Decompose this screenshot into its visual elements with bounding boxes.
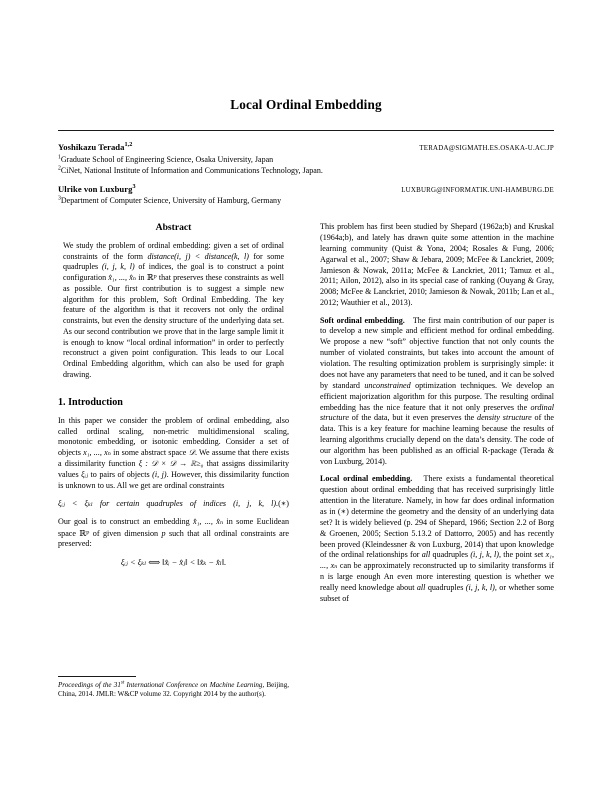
affiliation-superscript-2: 2: [58, 165, 61, 172]
header-rule-top: [58, 130, 554, 131]
author-affil-superscript-2: 3: [132, 182, 136, 190]
abstract-formula-space: ℝᵖ: [146, 273, 157, 283]
author-name-1: Yoshikazu Terada$^{1,2}$: [58, 141, 133, 152]
author-row-2: [58, 184, 554, 194]
intro-dissimilarity-function: ξ : 𝒟 × 𝒟 → ℝ≥₀: [138, 459, 204, 469]
abstract-paragraph: We study the problem of ordinal embedding: given a set of ordinal constraints of the form distance(i, j) < distance(k, l) for some quadruples (i, j, k, l) of indices, the goal is to construct a point configuration x̂₁, ..., x̂ₙ in ℝᵖ that preserves these constraints as well as possible. Our first contribution is to suggest a simple new algorithm for this problem, Soft Ordinal Embedding. The key feature of the algorithm is that it recovers not only the ordinal constraints, but even the density structure of the underlying data set. As our second contribution we prove that in the large sample limit it is enough to know “local ordinal information” in order to perfectly reconstruct a given point configuration. This leads to our Local Ordinal Embedding algorithm, which can also be used for graph drawing.: [63, 240, 285, 379]
intro-dimension-symbol: p: [161, 528, 166, 538]
local-quadruple-2: (i, j, k, l): [465, 583, 495, 592]
soft-ordinal-runin-heading: Soft ordinal embedding.: [320, 315, 405, 325]
equation-star-tag: (∗): [278, 498, 289, 508]
emphasis-density-structure: density structure: [477, 413, 532, 423]
author-entry-1: [58, 142, 554, 175]
author-email-2[interactable]: LUXBURG@INFORMATIK.UNI-HAMBURG.DE: [401, 186, 554, 194]
right-column: [320, 222, 554, 605]
author-affil-superscript-1: 1,2: [124, 141, 133, 149]
emphasis-ordinal-structure: ordinal structure: [320, 402, 554, 423]
intro-pairs-symbol: (i, j): [152, 470, 167, 480]
footnote-text: Proceedings of the 31st International Conference on Machine Learning, Beijing, China, 2014. JMLR: W&CP volume 32. Copyright 2014 by the author(s).: [58, 679, 289, 698]
author-email-1[interactable]: TERADA@SIGMATH.ES.OSAKA-U.AC.JP: [419, 145, 554, 152]
equation-star: [58, 499, 289, 510]
left-column: [58, 222, 289, 605]
emphasis-all-1: all: [421, 550, 431, 560]
intro-space-symbol: 𝒟: [188, 448, 195, 458]
abstract-formula-points: x̂₁, ..., x̂ₙ: [108, 273, 137, 283]
local-point-set: x₁, ..., xₙ: [320, 550, 555, 571]
equation-star-formula: ξᵢⱼ < ξₖₗ for certain quadruples of indices (i, j, k, l).: [58, 498, 279, 508]
intro-paragraph-2: Our goal is to construct an embedding x̂₁, ..., x̂ₙ in some Euclidean space ℝᵖ of given dimension p such that all ordinal constraints are preserved:: [58, 516, 290, 549]
footnote-ordinal-superscript: st: [120, 679, 125, 686]
section-heading-introduction: 1. Introduction: [58, 396, 123, 408]
footnote-publication-info: , Beijing, China, 2014. JMLR: W&CP volume 32. Copyright 2014 by the author(s).: [58, 680, 289, 698]
local-ordinal-paragraph: Local ordinal embedding. There exists a fundamental theoretical question about ordinal embedding that has received surprisingly little attention in the literature. Namely, in how far does ordinal information as in (∗) determine the geometry and the density of an underlying data set? It is widely believed (p. 294 of Shepard, 1966; Section 2.2 of Borg & Groenen, 2005; Section 5.13.2 of Dattorro, 2005) and has recently been proved (Kleindessner & von Luxburg, 2014) that upon knowledge of the ordinal relationships for all quadruples (i, j, k, l), the point set x₁, ..., xₙ can be approximately reconstructed up to similarity transforms if n is large enough An even more interesting question is whether we really need knowledge about all quadruples (i, j, k, l), or whether some subset of: [320, 474, 555, 603]
body-columns: [58, 222, 554, 605]
intro-embedding-points: x̂₁, ..., x̂ₙ: [193, 516, 224, 526]
intro-objects-symbol: x₁, ..., xₙ: [83, 448, 111, 458]
page-title: Local Ordinal Embedding: [230, 97, 382, 112]
soft-ordinal-paragraph: Soft ordinal embedding. The first main contribution of our paper is to develop a new simple and efficient method for ordinal embedding. We propose a new “soft” objective function that not only counts the number of violated constraints, but takes into account the amount of violation. The resulting optimization problem is surprisingly simple: it does not have any parameters that need to be tuned, and it can be solved by standard unconstrained optimization techniques. We develop an efficient majorization algorithm for this purpose. The resulting ordinal embedding has the nice feature that it not only preserves the ordinal structure of the data, but it even preserves the density structure of the data. This is a key feature for machine learning because the results of learning algorithms crucially depend on the data’s density. The code of our algorithm has been published as an official R-package (Terada & von Luxburg, 2014).: [320, 315, 555, 466]
footnote-rule: [58, 676, 136, 677]
intro-xi-symbol: ξᵢⱼ: [81, 470, 89, 480]
affiliation-2-1: $^3$Department of Computer Science, University of Hamburg, Germany: [58, 195, 282, 206]
footnote-block: [58, 676, 289, 699]
abstract-formula-quadruple: (i, j, k, l): [101, 262, 135, 272]
paper-header: [58, 0, 554, 205]
author-block: [58, 142, 554, 205]
author-row-1: [58, 142, 554, 152]
emphasis-unconstrained: unconstrained: [364, 380, 411, 390]
local-ordinal-runin-heading: Local ordinal embedding.: [320, 474, 413, 484]
affiliation-superscript-3: 3: [58, 195, 61, 202]
intro-euclidean-space: ℝᵖ: [79, 527, 90, 538]
local-quadruple-1: (i, j, k, l): [470, 550, 499, 560]
affiliation-1-1: $^1$Graduate School of Engineering Science, Osaka University, Japan: [58, 153, 274, 164]
author-name-2: Ulrike von Luxburg$^3$: [58, 182, 136, 194]
affiliation-superscript-1: 1: [58, 153, 61, 160]
abstract-heading: Abstract: [155, 222, 192, 233]
intro-paragraph-1: In this paper we consider the problem of ordinal embedding, also called ordinal scaling, non-metric multidimensional scaling, monotonic embedding, or isotonic embedding. Consider a set of objects x₁, ..., xₙ in some abstract space 𝒟. We assume that there exists a dissimilarity function ξ : 𝒟 × 𝒟 → ℝ≥₀ that assigns dissimilarity values ξᵢⱼ to pairs of objects (i, j). However, this dissimilarity function is unknown to us. All we get are ordinal constraints: [58, 415, 290, 490]
equation-2: ξᵢⱼ < ξₖₗ ⟺ ‖x̂ᵢ − x̂ⱼ‖ < ‖x̂ₖ − x̂ₗ‖.: [120, 558, 227, 568]
related-work-paragraph: This problem has first been studied by Shepard (1962a;b) and Kruskal (1964a;b), and lately has drawn quite some attention in the machine learning community (Quist & Yona, 2004; Rosales & Fung, 2006; Agarwal et al., 2007; Shaw & Jebara, 2009; McFee & Lanckriet, 2009; Jamieson & Nowak, 2011a; McFee & Lanckriet, 2011; Tamuz et al., 2011; Ailon, 2012), also in its special case of ranking (Ouyang & Gray, 2008; McFee & Lanckriet, 2010; Jamieson & Nowak, 2011b; Lan et al., 2012; Wauthier et al., 2013).: [320, 222, 554, 308]
abstract-body: [58, 241, 289, 381]
author-entry-2: [58, 184, 554, 206]
emphasis-all-2: all: [416, 583, 426, 592]
affiliation-1-2: $^2$CiNet, National Institute of Information and Communications Technology, Japan.: [58, 165, 323, 176]
abstract-formula-distance: distance(i, j) < distance(k, l): [147, 251, 249, 261]
